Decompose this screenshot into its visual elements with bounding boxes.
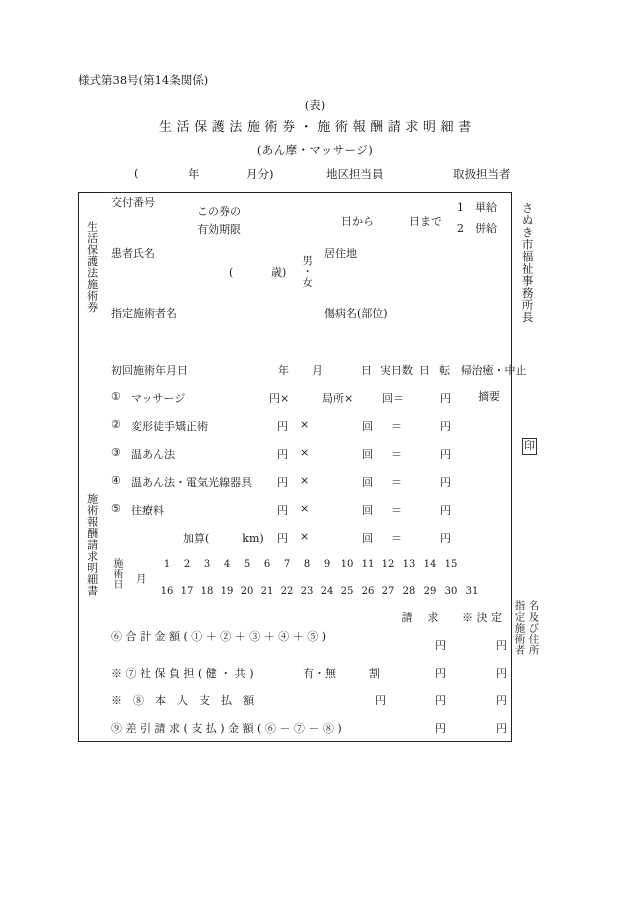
divider-voucher-c3 [79, 846, 80, 896]
total-decision-unit: 円 [496, 639, 507, 652]
divider-voucher-c2 [79, 796, 80, 846]
treatment-1-parts: 局所× [322, 392, 354, 405]
calendar-day-10[interactable]: 10 [340, 559, 354, 570]
decision-column-header: ※ 決 定 [462, 611, 502, 624]
section-label-voucher: 生活保護法施術券 [85, 221, 99, 313]
issuing-office-label: さぬき市福祉事務所長 [520, 202, 535, 323]
treatment-5-yen-total: 円 [440, 504, 451, 517]
handling-officer-label: 取扱担当者 [453, 167, 511, 181]
period-year-label: 年 [188, 167, 200, 181]
calendar-day-17[interactable]: 17 [180, 586, 194, 597]
divider-voucher-c1 [79, 746, 80, 796]
treatment-2-yen-total: 円 [440, 420, 451, 433]
treatment-name-1: マッサージ [131, 392, 186, 405]
treatment-4-times: 回 [362, 476, 373, 489]
form-table [78, 192, 527, 742]
insurance-burden-value: 有・無 割 [303, 667, 380, 680]
validity-label-line1: この券の [197, 205, 241, 218]
actual-days-label: 実日数 [380, 364, 413, 377]
age-label: 歳) [271, 266, 287, 279]
insurance-claim-unit: 円 [435, 667, 446, 680]
treatment-4-mult: × [300, 474, 310, 487]
divider-left-spine [79, 193, 80, 743]
treatment-no-4: ④ [111, 474, 121, 487]
first-date-month: 月 [312, 364, 323, 377]
calendar-day-28[interactable]: 28 [402, 586, 416, 597]
surcharge-label: 加算( km) [183, 532, 264, 545]
calendar-day-7[interactable]: 7 [283, 559, 291, 570]
period-month-label: 月分) [246, 167, 274, 181]
calendar-month-label: 月 [136, 573, 147, 585]
treatment-2-yen-unit: 円 [277, 420, 288, 433]
calendar-day-25[interactable]: 25 [340, 586, 354, 597]
calendar-day-27[interactable]: 27 [381, 586, 395, 597]
surcharge-yen-total: 円 [440, 532, 451, 545]
calendar-day-14[interactable]: 14 [423, 559, 437, 570]
self-payment-claim-unit: 円 [435, 694, 446, 707]
calendar-day-21[interactable]: 21 [260, 586, 274, 597]
treatment-2-times: 回 [362, 420, 373, 433]
treatment-name-4: 温あん法・電気光線器具 [131, 476, 252, 489]
seal-stamp-icon: 印 [522, 438, 537, 455]
surcharge-eq: ＝ [391, 532, 402, 545]
benefit-type-single: 1 単給 [457, 201, 497, 214]
gender-label: 男・女 [301, 255, 314, 288]
outcome-label: 転 帰 [439, 364, 472, 377]
total-claim-unit: 円 [435, 639, 446, 652]
calendar-day-18[interactable]: 18 [200, 586, 214, 597]
treatment-4-yen-unit: 円 [277, 476, 288, 489]
net-claim-unit: 円 [435, 722, 446, 735]
treatment-1-yen-unit: 円× [269, 392, 290, 405]
treatment-day-label: 施術日 [111, 558, 122, 590]
treatment-no-5: ⑤ [111, 502, 121, 515]
remarks-label: 摘要 [478, 390, 500, 403]
calendar-day-5[interactable]: 5 [243, 559, 251, 570]
calendar-day-6[interactable]: 6 [263, 559, 271, 570]
total-amount-label: ⑥ 合 計 金 額 ( ① ＋ ② ＋ ③ ＋ ④ ＋ ⑤ ) [111, 630, 327, 643]
treatment-no-1: ① [111, 390, 121, 403]
calendar-day-16[interactable]: 16 [160, 586, 174, 597]
treatment-name-5: 往療料 [131, 504, 164, 517]
treatment-name-3: 温あん法 [131, 448, 175, 461]
net-decision-unit: 円 [496, 722, 507, 735]
treatment-1-yen-total: 円 [440, 392, 451, 405]
calendar-day-24[interactable]: 24 [320, 586, 334, 597]
benefit-type-combined: 2 併給 [457, 222, 497, 235]
valid-from-label: 日から [341, 215, 374, 228]
treatment-4-yen-total: 円 [440, 476, 451, 489]
treatment-no-3: ③ [111, 446, 121, 459]
self-payment-unit: 円 [375, 694, 386, 707]
calendar-day-20[interactable]: 20 [240, 586, 254, 597]
calendar-day-9[interactable]: 9 [323, 559, 331, 570]
outcome-values: 治癒・中止 [471, 364, 527, 377]
designated-practitioner-label: 指定施術者 [513, 600, 526, 656]
surcharge-yen-unit: 円 [277, 532, 288, 545]
calendar-day-23[interactable]: 23 [300, 586, 314, 597]
calendar-day-29[interactable]: 29 [423, 586, 437, 597]
disease-name-label: 傷病名(部位) [324, 307, 388, 320]
treatment-5-mult: × [300, 502, 310, 515]
designated-practitioner-name-label: 指定施術者名 [111, 307, 177, 320]
page-subtitle: (あん摩・マッサージ) [256, 143, 374, 157]
treatment-3-yen-total: 円 [440, 448, 451, 461]
calendar-day-1[interactable]: 1 [163, 559, 171, 570]
treatment-4-eq: ＝ [391, 476, 402, 489]
self-payment-decision-unit: 円 [496, 694, 507, 707]
treatment-3-times: 回 [362, 448, 373, 461]
actual-days-unit: 日 [419, 364, 430, 377]
divider-voucher-c4 [79, 896, 80, 903]
section-label-claim: 施術報酬請求明細書 [85, 493, 99, 597]
treatment-3-eq: ＝ [391, 448, 402, 461]
treatment-5-times: 回 [362, 504, 373, 517]
residence-label: 居住地 [324, 247, 357, 260]
first-date-year: 年 [278, 364, 289, 377]
treatment-3-yen-unit: 円 [277, 448, 288, 461]
first-treatment-date-label: 初回施術年月日 [111, 364, 188, 377]
age-paren-open: ( [229, 266, 234, 279]
treatment-5-eq: ＝ [391, 504, 402, 517]
calendar-day-13[interactable]: 13 [402, 559, 416, 570]
calendar-day-2[interactable]: 2 [183, 559, 191, 570]
validity-label-line2: 有効期限 [197, 223, 241, 236]
treatment-5-yen-unit: 円 [277, 504, 288, 517]
calendar-day-12[interactable]: 12 [381, 559, 395, 570]
practitioner-name-address-label: 名及び住所 [527, 600, 540, 656]
calendar-day-4[interactable]: 4 [223, 559, 231, 570]
treatment-1-times: 回＝ [382, 392, 404, 405]
calendar-day-31[interactable]: 31 [465, 586, 479, 597]
form-number: 様式第38号(第14条関係) [78, 73, 209, 87]
self-payment-label: ※ ⑧ 本 人 支 払 額 [111, 694, 254, 707]
treatment-2-mult: × [300, 418, 310, 431]
treatment-3-mult: × [300, 446, 310, 459]
calendar-day-15[interactable]: 15 [444, 559, 458, 570]
issue-number-label: 交付番号 [111, 196, 155, 209]
valid-to-label: 日まで [409, 215, 442, 228]
divider-section-1-2 [79, 745, 512, 746]
net-claim-label: ⑨ 差 引 請 求 ( 支 払 ) 金 額 ( ⑥ － ⑦ － ⑧ ) [111, 722, 342, 735]
district-officer-label: 地区担当員 [326, 167, 384, 181]
surcharge-mult: × [300, 530, 310, 543]
patient-name-label: 患者氏名 [111, 247, 155, 260]
claim-column-header: 請 求 [401, 611, 441, 624]
period-row [78, 166, 518, 182]
page-title: 生活保護法施術券・施術報酬請求明細書 [158, 120, 476, 135]
calendar-day-3[interactable]: 3 [203, 559, 211, 570]
calendar-day-19[interactable]: 19 [220, 586, 234, 597]
treatment-no-2: ② [111, 418, 121, 431]
calendar-day-26[interactable]: 26 [361, 586, 375, 597]
insurance-decision-unit: 円 [496, 667, 507, 680]
treatment-name-2: 変形徒手矯正術 [131, 420, 208, 433]
calendar-day-30[interactable]: 30 [444, 586, 458, 597]
calendar-day-22[interactable]: 22 [280, 586, 294, 597]
omote-marker: (表) [304, 98, 326, 112]
calendar-day-11[interactable]: 11 [361, 559, 375, 570]
calendar-day-8[interactable]: 8 [303, 559, 311, 570]
period-paren-open: ( [134, 166, 139, 180]
surcharge-times: 回 [362, 532, 373, 545]
insurance-burden-label: ※ ⑦ 社 保 負 担 ( 健 ・ 共 ) [111, 667, 254, 680]
treatment-2-eq: ＝ [391, 420, 402, 433]
first-date-day: 日 [361, 364, 372, 377]
